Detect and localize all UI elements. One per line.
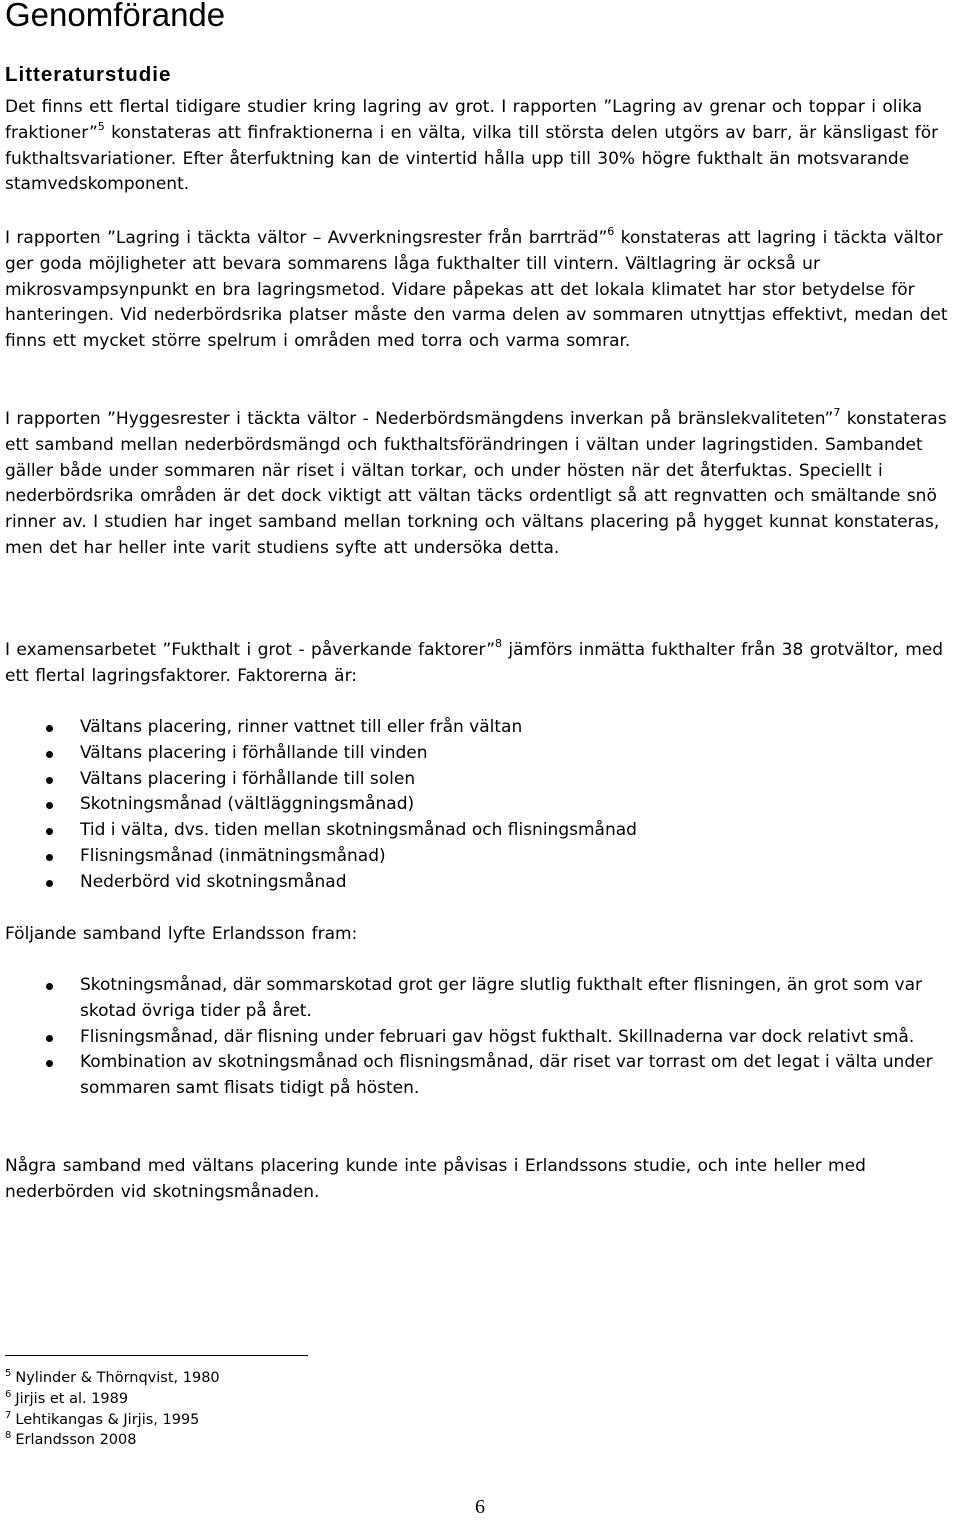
footnote xyxy=(5,1410,220,1431)
paragraph-text: I rapporten ”Lagring i täckta vältor – Avverkningsrester från barrträd” xyxy=(5,228,608,248)
list-item: Vältans placering, rinner vattnet till eller från vältan xyxy=(5,715,955,741)
paragraph-text: I rapporten ”Hyggesrester i täckta vältor - Nederbördsmängdens inverkan på bränslekvaliteten” xyxy=(5,409,834,429)
footnote-divider xyxy=(5,1355,308,1356)
footnote-text: Jirjis et al. 1989 xyxy=(15,1390,129,1407)
paragraph-5: Följande samband lyfte Erlandsson fram: xyxy=(5,924,358,944)
paragraph-4 xyxy=(5,638,955,690)
footnote-ref[interactable]: 6 xyxy=(607,225,615,238)
page-title: Genomförande xyxy=(5,0,226,33)
list-item: Flisningsmånad, där flisning under februari gav högst fukthalt. Skillnaderna var dock relativt små. xyxy=(5,1025,955,1051)
list-item: Nederbörd vid skotningsmånad xyxy=(5,870,955,896)
footnote-text: Lehtikangas & Jirjis, 1995 xyxy=(15,1411,200,1428)
footnotes xyxy=(5,1368,220,1451)
footnote-text: Erlandsson 2008 xyxy=(15,1432,137,1449)
paragraph-text: konstateras att lagring i täckta vältor ger goda möjligheter att bevara sommarens låga fukthalter till vintern. Vältlagring är också ur mikrosvampsynpunkt en bra lagringsmetod. Vidare påpekas att det lokala klimatet har stor betydelse för hanteringen. Vid nederbördsrika platser måste den varma delen av sommaren utnyttjas effektivt, medan det finns ett mycket större spelrum i områden med torra och varma somrar. xyxy=(5,228,948,352)
footnote-number: 8 xyxy=(5,1430,12,1442)
footnote xyxy=(5,1368,220,1389)
paragraph-3 xyxy=(5,407,955,562)
list-item: Kombination av skotningsmånad och flisningsmånad, där riset var torrast om det legat i välta under sommaren samt flisats tidigt på hösten. xyxy=(5,1050,955,1102)
footnote-ref[interactable]: 5 xyxy=(97,119,105,133)
section-heading: Litteraturstudie xyxy=(5,63,172,86)
paragraph-2 xyxy=(5,226,955,355)
paragraph-text: konstateras att finfraktionerna i en välta, vilka till största delen utgörs av barr, är känsligast för fukthaltsvariationer. Efter återfuktning kan de vintertid hålla upp till 30% högre fukthalt än motsvarande stamvedskomponent. xyxy=(5,122,939,195)
paragraph-text: konstateras ett samband mellan nederbördsmängd och fukthaltsförändringen i vältan under lagringstiden. Sambandet gäller både under sommaren när riset i vältan torkar, och under hösten när det återfuktas. Speciellt i nederbördsrika områden är det dock viktigt att vältan täcks ordentligt så att regnvatten och smältande snö rinner av. I studien har inget samband mellan torkning och vältans placering på hygget kunnat konstateras, men det har heller inte varit studiens syfte att undersöka detta. xyxy=(5,409,947,558)
paragraph-6: Några samband med vältans placering kunde inte påvisas i Erlandssons studie, och inte heller med nederbörden vid skotningsmånaden. xyxy=(5,1156,866,1202)
list-item: Flisningsmånad (inmätningsmånad) xyxy=(5,844,955,870)
list-item: Skotningsmånad, där sommarskotad grot ger lägre slutlig fukthalt efter flisningen, än grot som var skotad övriga tider på året. xyxy=(5,973,955,1025)
list-item: Skotningsmånad (vältläggningsmånad) xyxy=(5,792,955,818)
footnote-number: 5 xyxy=(5,1368,12,1379)
list-item: Vältans placering i förhållande till vinden xyxy=(5,741,955,767)
factors-list xyxy=(5,715,955,896)
footnote xyxy=(5,1430,220,1451)
footnote-ref[interactable]: 7 xyxy=(833,406,841,419)
page-number: 6 xyxy=(475,1496,485,1518)
footnote-number: 7 xyxy=(5,1409,12,1421)
list-item: Tid i välta, dvs. tiden mellan skotningsmånad och flisningsmånad xyxy=(5,818,955,844)
findings-list xyxy=(5,973,955,1102)
footnote-ref[interactable]: 8 xyxy=(495,637,503,650)
list-item: Vältans placering i förhållande till solen xyxy=(5,767,955,793)
paragraph-text: jämförs inmätta fukthalter från 38 grotvältor, med ett flertal lagringsfaktorer. Faktorerna är: xyxy=(5,640,944,686)
paragraph-1 xyxy=(5,95,955,198)
footnote xyxy=(5,1389,220,1410)
paragraph-text: Det finns ett flertal tidigare studier kring lagring av grot. I rapporten ”Lagring av grenar och toppar i olika fraktioner” xyxy=(5,97,923,143)
footnote-text: Nylinder & Thörnqvist, 1980 xyxy=(15,1370,220,1386)
paragraph-text: I examensarbetet ”Fukthalt i grot - påverkande faktorer” xyxy=(5,640,496,660)
footnote-number: 6 xyxy=(5,1388,12,1400)
